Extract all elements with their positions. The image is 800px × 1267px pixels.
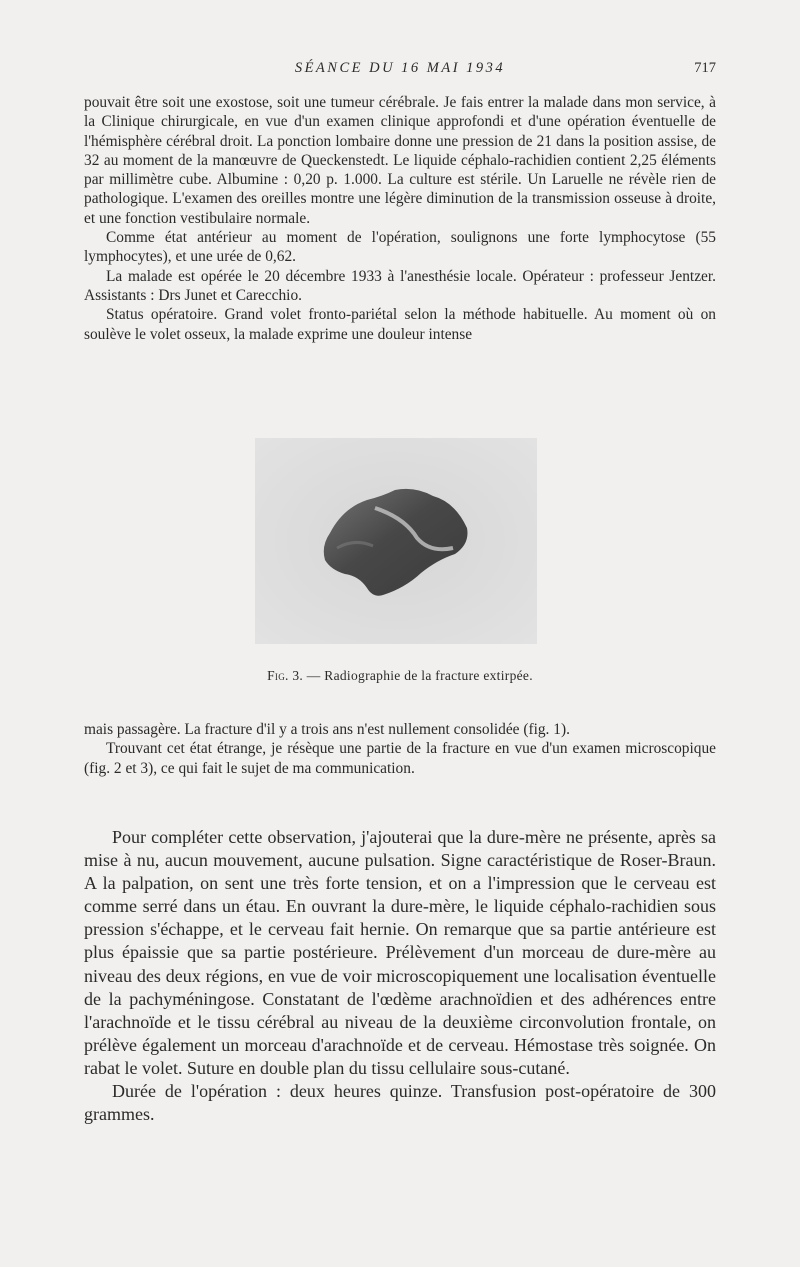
main-text-block [84, 826, 716, 1126]
paragraph: Pour compléter cette observation, j'ajouterai que la dure-mère ne présente, après sa mise à nu, aucun mouvement, aucune pulsation. Signe caractéristique de Roser-Braun. A la palpation, on sent une très forte tension, et on a l'impression que le cerveau est comme serré dans un étau. En ouvrant la dure-mère, le liquide céphalo-rachidien sous pression s'échappe, et le cerveau fait hernie. On remarque que sa partie antérieure est plus épaissie que sa partie postérieure. Prélèvement d'un morceau de dure-mère au niveau des deux régions, en vue de voir microscopiquement une localisation éventuelle de la pachyméningose. Constatant de l'œdème arachnoïdien et des adhérences entre l'arachnoïde et le tissu cérébral au niveau de la deuxième circonvolution frontale, on prélève également un morceau d'arachnoïde et de cerveau. Hémostase très soignée. On rabat le volet. Suture en double plan du tissu cellulaire sous-cutané. [84, 827, 716, 1078]
paragraph: Durée de l'opération : deux heures quinze. Transfusion post-opératoire de 300 grammes. [84, 1081, 716, 1125]
radiograph-image [255, 438, 537, 644]
radiograph-figure [255, 438, 537, 644]
paragraph: pouvait être soit une exostose, soit une tumeur cérébrale. Je fais entrer la malade dans mon service, à la Clinique chirurgicale, en vue d'un examen clinique approfondi et d'une opération éventuelle de l'hémisphère cérébral droit. La ponction lombaire donne une pression de 21 dans la position assise, de 32 au moment de la manœuvre de Queckenstedt. Le liquide céphalo-rachidien contient 2,25 éléments par millimètre cube. Albumine : 0,20 p. 1.000. La culture est stérile. Un Laruelle ne révèle rien de pathologique. L'examen des oreilles montre une légère diminution de la transmission osseuse à droite, et une fonction vestibulaire normale. [84, 94, 716, 227]
paragraph: La malade est opérée le 20 décembre 1933 à l'anesthésie locale. Opérateur : professeur Jentzer. Assistants : Drs Junet et Carecchio. [84, 267, 716, 304]
top-text-block [84, 93, 716, 344]
paragraph: Status opératoire. Grand volet fronto-pariétal selon la méthode habituelle. Au moment où on soulève le volet osseux, la malade exprime une douleur intense [84, 306, 716, 343]
middle-text-block [84, 720, 716, 778]
paragraph: Trouvant cet état étrange, je résèque une partie de la fracture en vue d'un examen microscopique (fig. 2 et 3), ce qui fait le sujet de ma communication. [84, 740, 716, 777]
page-header [84, 60, 716, 82]
page-number: 717 [694, 60, 716, 76]
caption-label: Fig. 3. — [267, 668, 321, 683]
figure-caption [84, 668, 716, 684]
paragraph: mais passagère. La fracture d'il y a trois ans n'est nullement consolidée (fig. 1). [84, 721, 570, 738]
running-title: SÉANCE DU 16 MAI 1934 [294, 60, 506, 76]
paragraph: Comme état antérieur au moment de l'opération, soulignons une forte lymphocytose (55 lymphocytes), et une urée de 0,62. [84, 229, 716, 266]
caption-text: Radiographie de la fracture extirpée. [324, 668, 533, 683]
